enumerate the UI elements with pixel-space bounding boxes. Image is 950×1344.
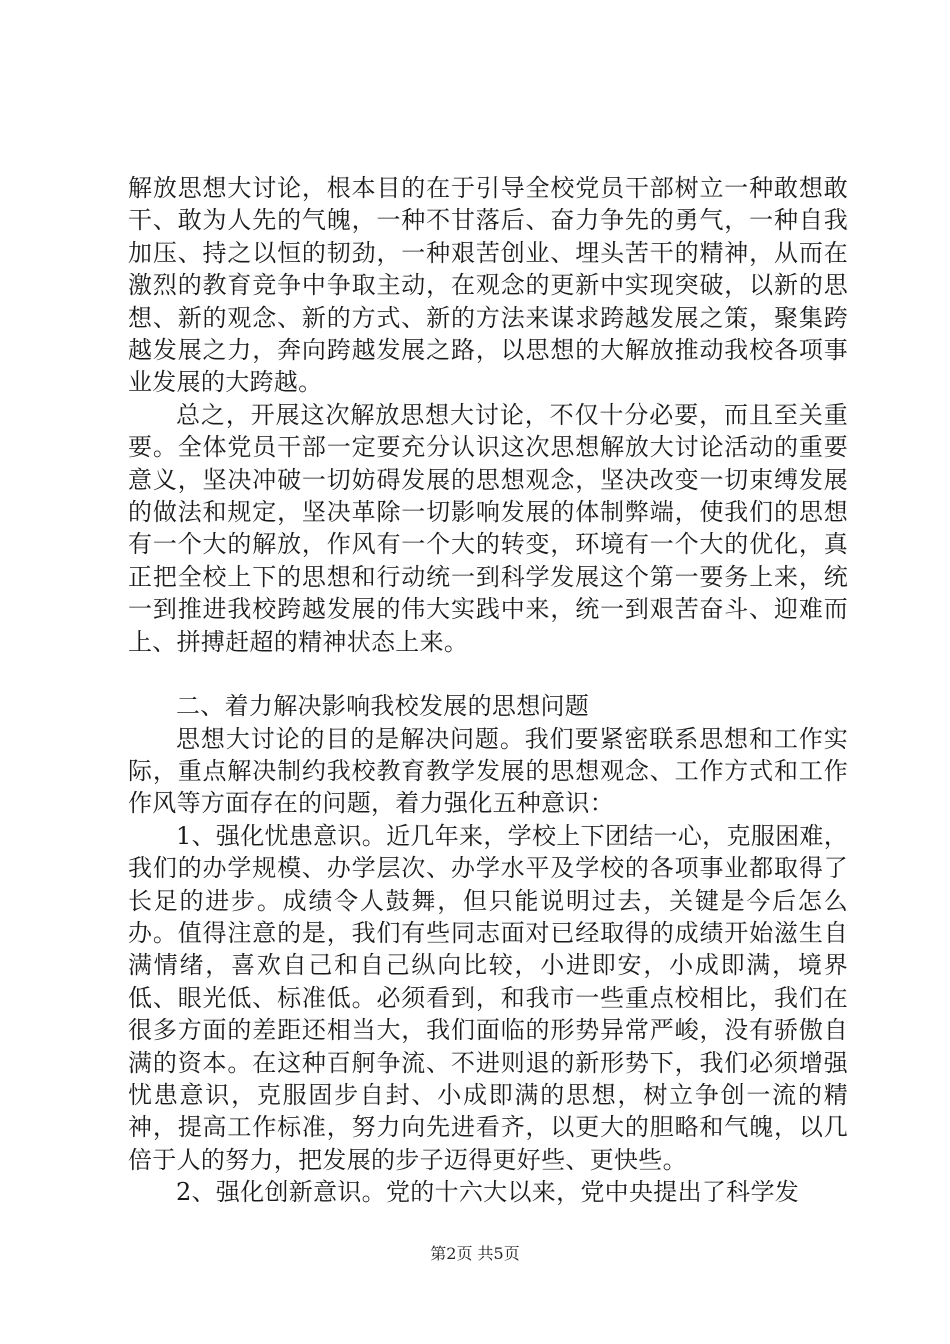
section-heading-two: 二、着力解决影响我校发展的思想问题 bbox=[176, 692, 590, 721]
page-number-footer: 第2页 共5页 bbox=[430, 1244, 520, 1263]
paragraph-gap bbox=[128, 658, 848, 690]
paragraph-thought-liberation-purpose: 解放思想大讨论，根本目的在于引导全校党员干部树立一种敢想敢干、敢为人先的气魄，一种不甘落后、奋力争先的勇气，一种自我加压、持之以恒的韧劲，一种艰苦创业、埋头苦干的精神，从而在激烈的教育竞争中争取主动，在观念的更新中实现突破，以新的思想、新的观念、新的方式、新的方法来谋求跨越发展之策，聚集跨越发展之力，奔向跨越发展之路，以思想的大解放推动我校各项事业发展的大跨越。 bbox=[128, 174, 848, 397]
paragraph-discussion-goal: 思想大讨论的目的是解决问题。我们要紧密联系思想和工作实际，重点解决制约我校教育教学发展的思想观念、工作方式和工作作风等方面存在的问题，着力强化五种意识： bbox=[128, 724, 848, 818]
paragraph-awareness-two: 2、强化创新意识。党的十六大以来，党中央提出了科学发 bbox=[176, 1178, 800, 1207]
paragraph-awareness-one: 1、强化忧患意识。近几年来，学校上下团结一心，克服困难，我们的办学规模、办学层次、办学水平及学校的各项事业都取得了长足的进步。成绩令人鼓舞，但只能说明过去，关键是今后怎么办。值得注意的是，我们有些同志面对已经取得的成绩开始滋生自满情绪，喜欢自己和自己纵向比较，小进即安，小成即满，境界低、眼光低、标准低。必须看到，和我市一些重点校相比，我们在很多方面的差距还相当大，我们面临的形势异常严峻，没有骄傲自满的资本。在这种百舸争流、不进则退的新形势下，我们必须增强忧患意识，克服固步自封、小成即满的思想，树立争创一流的精神，提高工作标准，努力向先进看齐，以更大的胆略和气魄，以几倍于人的努力，把发展的步子迈得更好些、更快些。 bbox=[128, 821, 848, 1174]
paragraph-summary: 总之，开展这次解放思想大讨论，不仅十分必要，而且至关重要。全体党员干部一定要充分认识这次思想解放大讨论活动的重要意义，坚决冲破一切妨碍发展的思想观念，坚决改变一切束缚发展的做法和规定，坚决革除一切影响发展的体制弊端，使我们的思想有一个大的解放，作风有一个大的转变，环境有一个大的优化，真正把全校上下的思想和行动统一到科学发展这个第一要务上来，统一到推进我校跨越发展的伟大实践中来，统一到艰苦奋斗、迎难而上、拼搏赶超的精神状态上来。 bbox=[128, 400, 848, 656]
document-body bbox=[128, 172, 848, 1209]
